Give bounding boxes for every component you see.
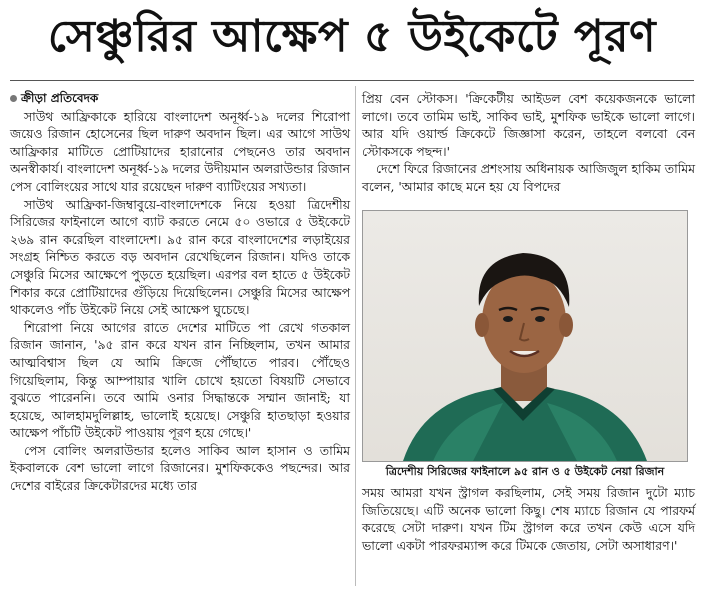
paragraph: সাউথ আফ্রিকা-জিম্বাবুয়ে-বাংলাদেশকে নিয়ে হওয়া ত্রিদেশীয় সিরিজের ফাইনালে আগে ব্যাট করতে নেমে ৫০ ওভারে ৫ উইকেটে ২৬৯ রান করেছিল বাংলাদেশ। ৯৫ রান করে বাংলাদেশের লড়াইয়ের সংগ্রহ নিশ্চিত করতে বড় অবদান রেখেছিলেন রিজান। যদিও তাকে সেঞ্চুরি মিসের আক্ষেপে পুড়তে হয়েছিল। এরপর বল হাতে ৫ উইকেট শিকার করে প্রোটিয়াদের গুঁড়িয়ে দিয়েছিলেন। সেঞ্চুরি মিসের আক্ষেপ থাকলেও পাঁচ উইকেট নিয়ে সেই আক্ষেপ ঘুচেছে। bbox=[10, 196, 350, 318]
article-right-column-top bbox=[362, 90, 695, 196]
bullet-icon bbox=[10, 95, 17, 102]
paragraph: সময় আমরা যখন স্ট্রাগল করছিলাম, সেই সময় রিজান দুটো ম্যাচ জিতিয়েছে। এটি অনেক ভালো কিছু। শেষ ম্যাচে রিজান যে পারফর্ম করেছে সেটা দারুণ। যখন টিম স্ট্রাগল করে তখন কেউ এসে যদি ভালো একটা পারফরম্যান্স করে টিমকে জেতায়, সেটা অসাধারণ।' bbox=[362, 485, 695, 553]
paragraph: সাউথ আফ্রিকাকে হারিয়ে বাংলাদেশ অনূর্ধ্ব-১৯ দলের শিরোপা জয়েও রিজান হোসেনের ছিল দারুণ অবদান ছিল। এর আগে সাউথ আফ্রিকার মাটিতে প্রোটিয়াদের হারানোর পেছনেও তার অবদান অনস্বীকার্য। বাংলাদেশ অনূর্ধ্ব-১৯ দলের উদীয়মান অলরাউন্ডার রিজান পেস বোলিংয়ের সাথে যার রয়েছেন দারুণ ব্যাটিংয়ের সখ্যতা। bbox=[10, 108, 350, 194]
paragraph: প্রিয় বেন স্টোকস। 'ক্রিকেটীয় আইডল বেশ কয়েকজনকে ভালো লাগে। তবে তামিম ভাই, সাকিব ভাই, মুশফিক ভাইকে ভালো লাগে। আর যদি ওয়ার্ল্ড ক্রিকেটে জিজ্ঞাসা করেন, তাহলে বলবো বেন স্টোকসকে পছন্দ।' bbox=[362, 91, 695, 159]
photo-caption: ত্রিদেশীয় সিরিজের ফাইনালে ৯৫ রান ও ৫ উইকেট নেয়া রিজান bbox=[385, 465, 665, 478]
player-portrait-illustration bbox=[363, 211, 687, 461]
article-right-column-bottom bbox=[362, 484, 695, 554]
column-divider bbox=[355, 86, 356, 586]
byline bbox=[10, 90, 350, 108]
paragraph: শিরোপা নিয়ে আগের রাতে দেশের মাটিতে পা রেখে গতকাল রিজান জানান, '৯৫ রান করে যখন রান নিচ্ছিলাম, তখন আমার আত্মবিশ্বাস ছিল যে আমি ক্রিজে পৌঁছাতে পারব। পৌঁছেও গিয়েছিলাম, কিন্তু আম্পায়ার খালি চোখে হয়তো বিষয়টি সেভাবে বুঝতে পারেননি। তবে আমি ওনার সিদ্ধান্তকে সম্মান জানাই; যা হয়েছে, আলহামদুলিল্লাহ, ভালোই হয়েছে। সেঞ্চুরি হাতছাড়া হওয়ার আক্ষেপ পাঁচটি উইকেট পাওয়ায় পূরণ হয়ে গেছে।' bbox=[10, 319, 350, 441]
headline-rule bbox=[10, 80, 694, 81]
article-left-column bbox=[10, 90, 350, 495]
byline-text: ক্রীড়া প্রতিবেদক bbox=[21, 91, 99, 105]
paragraph: দেশে ফিরে রিজানের প্রশংসায় অধিনায়ক আজিজুল হাকিম তামিম বলেন, 'আমার কাছে মনে হয় যে বিপদের bbox=[362, 161, 695, 194]
headline: সেঞ্চুরির আক্ষেপ ৫ উইকেটে পূরণ bbox=[47, 10, 657, 62]
paragraph: পেস বোলিং অলরাউন্ডার হলেও সাকিব আল হাসান ও তামিম ইকবালকে বেশ ভালো লাগে রিজানের। মুশফিককেও পছন্দের। আর দেশের বাইরের ক্রিকেটারদের মধ্যে তার bbox=[10, 442, 350, 494]
player-photo bbox=[362, 210, 688, 462]
